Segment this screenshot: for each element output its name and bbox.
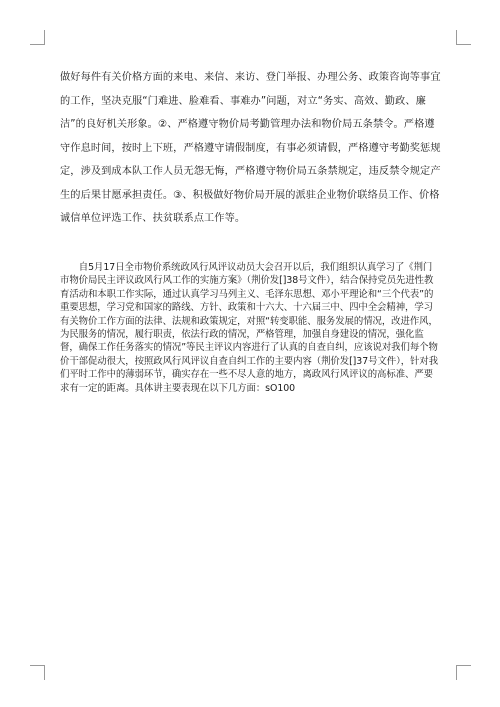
crop-mark-top-right — [456, 30, 471, 45]
crop-mark-top-left — [30, 30, 45, 45]
crop-mark-bottom-right — [456, 665, 471, 680]
crop-mark-bottom-left — [30, 665, 45, 680]
paragraph-duties: 做好每件有关价格方面的来电、来信、来访、登门举报、办理公务、政策咨询等事宜的工作，坚决克服“门难进、脸难看、事难办”问题，对立“务实、高效、勤政、廉洁”的良好机关形象。②、严格遵守物价局考勤管理办法和物价局五条禁令。严格遵守作息时间，按时上下班，严格遵守请假制度，有事必须请假，严格遵守考勤奖惩规定，涉及到成本队工作人员无怨无悔，严格遵守物价局五条禁规定，违反禁令规定产生的后果甘愿承担责任。③、积极做好物价局开展的派驻企业物价联络员工作、价格诚信单位评选工作、扶贫联系点工作等。 — [60, 72, 441, 224]
paragraph-self-review: 自5月17日全市物价系统政风行风评议动员大会召开以后，我们组织认真学习了《荆门市物价局民主评议政风行风工作的实施方案》（荆价发[]38号文件），结合保持党员先进性教育活动和本职工作实际，通过认真学习马列主义、毛泽东思想、邓小平理论和“三个代表”的重要思想，学习党和国家的路线、方针、政策和十六大、十六届三中、四中全会精神，学习有关物价工作方面的法律、法规和政策规定，对照“转变职能、服务发展的情况，改进作风，为民服务的情况，履行职责，依法行政的情况，严格管理，加强自身建设的情况，强化监督，确保工作任务落实的情况”等民主评议内容进行了认真的自查自纠，应该说对我们每个物价干部促动很大，按照政风行风评议自查自纠工作的主要内容（荆价发[]37号文件），针对我们平时工作中的薄弱环节，确实存在一些不尽人意的地方，离政风行风评议的高标准、严要求有一定的距离。具体讲主要表现在以下几方面：sO100 — [60, 262, 439, 394]
